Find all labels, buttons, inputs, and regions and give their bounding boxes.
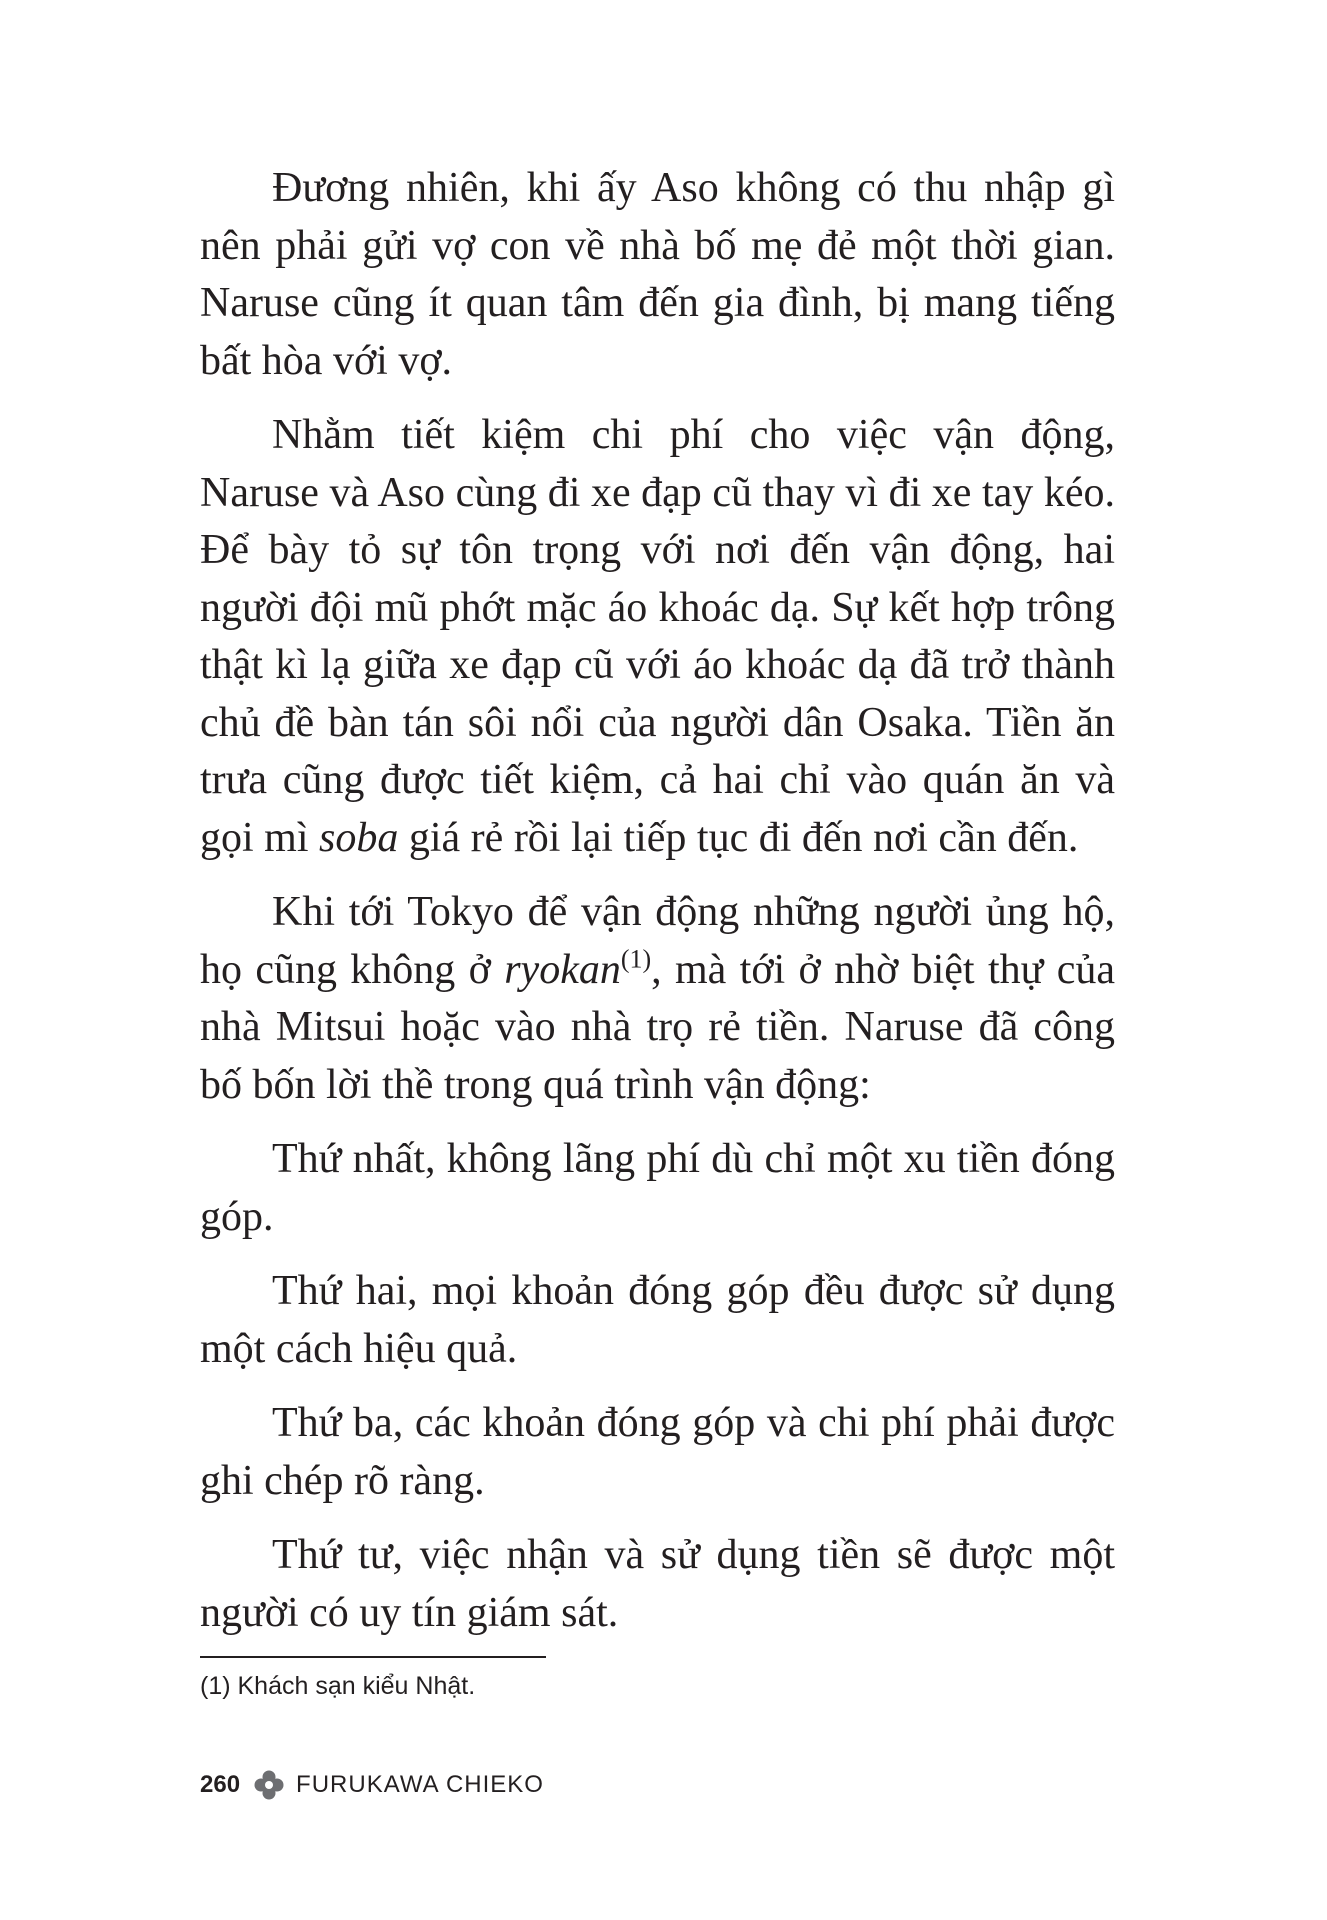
page-footer xyxy=(200,1768,544,1802)
text-run: Thứ hai, mọi khoản đóng góp đều được sử dụng một cách hiệu quả. xyxy=(200,1268,1115,1372)
footnote-rule xyxy=(200,1656,546,1658)
paragraph xyxy=(200,160,1115,390)
text-run: Khi tới Tokyo để vận động những người ủng hộ, họ cũng không ở xyxy=(200,889,1115,993)
text-run: Thứ tư, việc nhận và sử dụng tiền sẽ được một người có uy tín giám sát. xyxy=(200,1532,1115,1636)
author-name: FURUKAWA CHIEKO xyxy=(296,1771,544,1798)
text-run: Thứ ba, các khoản đóng góp và chi phí phải được ghi chép rõ ràng. xyxy=(200,1400,1115,1504)
paragraph xyxy=(200,407,1115,867)
page-number: 260 xyxy=(200,1771,241,1798)
paragraph xyxy=(200,884,1115,1114)
italic-term: soba xyxy=(319,814,399,861)
text-run: Đương nhiên, khi ấy Aso không có thu nhập gì nên phải gửi vợ con về nhà bố mẹ đẻ một thời gian. Naruse cũng ít quan tâm đến gia đình, bị mang tiếng bất hòa với vợ. xyxy=(200,165,1115,384)
paragraph xyxy=(200,1131,1115,1246)
footnote: (1) Khách sạn kiểu Nhật. xyxy=(200,1672,476,1700)
text-run: , mà tới ở nhờ biệt thự của nhà Mitsui hoặc vào nhà trọ rẻ tiền. Naruse đã công bố bốn lời thề trong quá trình vận động: xyxy=(200,946,1115,1108)
italic-term: ryokan xyxy=(504,946,621,993)
footnote-marker: (1) xyxy=(620,943,652,973)
paragraph xyxy=(200,1527,1115,1642)
text-run: Thứ nhất, không lãng phí dù chỉ một xu tiền đóng góp. xyxy=(200,1136,1115,1240)
text-run: Nhằm tiết kiệm chi phí cho việc vận động, Naruse và Aso cùng đi xe đạp cũ thay vì đi xe tay kéo. Để bày tỏ sự tôn trọng với nơi đến vận động, hai người đội mũ phớt mặc áo khoác dạ. Sự kết hợp trông thật kì lạ giữa xe đạp cũ với áo khoác dạ đã trở thành chủ đề bàn tán sôi nổi của người dân Osaka. Tiền ăn trưa cũng được tiết kiệm, cả hai chỉ vào quán ăn và gọi mì xyxy=(200,412,1115,861)
paragraph xyxy=(200,1395,1115,1510)
text-run: giá rẻ rồi lại tiếp tục đi đến nơi cần đến. xyxy=(398,814,1079,861)
paragraph xyxy=(200,1263,1115,1378)
clover-icon xyxy=(252,1768,286,1802)
body-text xyxy=(200,160,1115,1659)
